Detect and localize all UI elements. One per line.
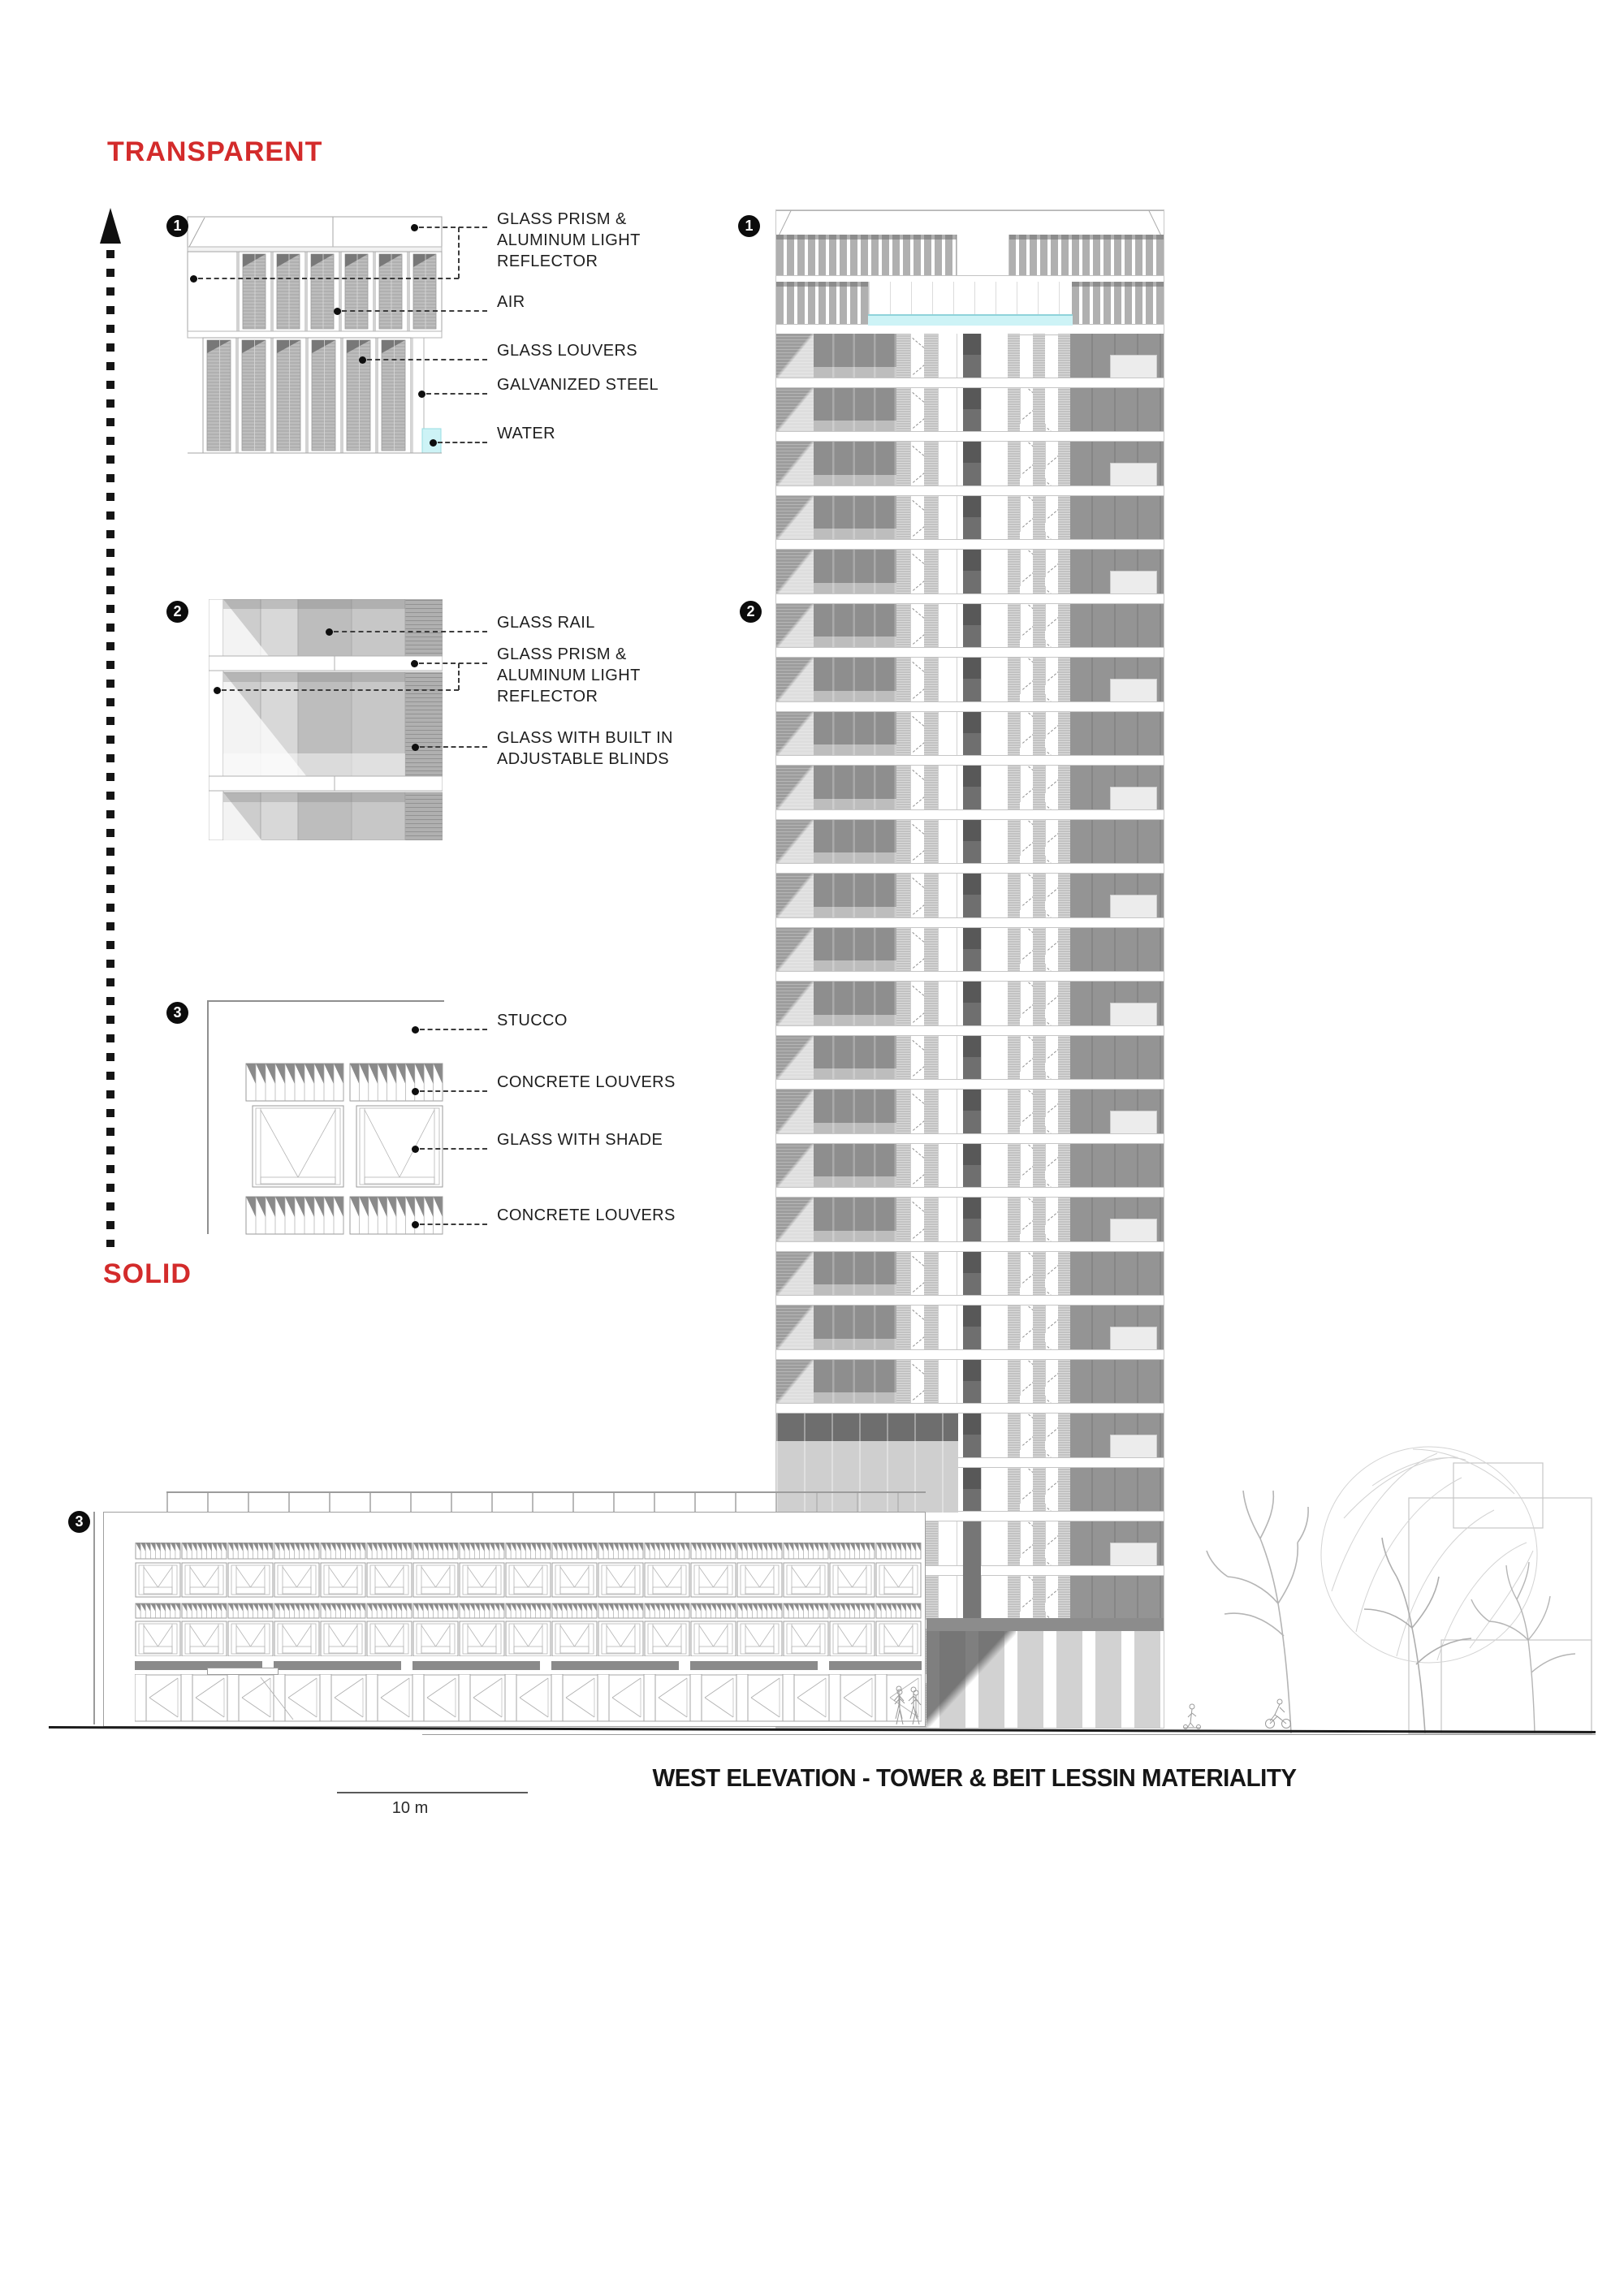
sheet-title: WEST ELEVATION - TOWER & BEIT LESSIN MATERIALITY — [652, 1763, 1297, 1792]
leader-dot — [412, 744, 419, 751]
tower-floor — [776, 334, 1164, 388]
leader-dot — [430, 439, 437, 447]
tower-floor — [776, 1360, 1164, 1414]
detail-drawing-2-glass-balcony-facade — [209, 599, 443, 844]
tower-floor — [776, 928, 1164, 982]
detail-badge-2: 2 — [166, 601, 188, 623]
leader-dot — [412, 1146, 419, 1153]
tower-glass-louvers-row — [1072, 282, 1164, 325]
tower-floor — [776, 766, 1164, 820]
leader-dot — [359, 356, 366, 364]
material-label: GLASS WITH SHADE — [497, 1131, 663, 1149]
leader-dot — [214, 687, 221, 694]
beit-lessin-elevation — [93, 1490, 926, 1728]
leader-dot — [411, 224, 418, 231]
tower-water-line — [868, 314, 1073, 326]
material-label: GALVANIZED STEEL — [497, 376, 659, 394]
tower-floor — [776, 874, 1164, 928]
transparency-axis-bottom-label: SOLID — [103, 1258, 192, 1289]
transparency-axis-dashed-line — [106, 250, 114, 1247]
tower-parapet — [776, 210, 1164, 236]
detail-badge-1: 1 — [166, 215, 188, 237]
material-label: GLASS WITH BUILT IN ADJUSTABLE BLINDS — [497, 729, 673, 768]
leader-line — [367, 359, 487, 360]
tower-floor — [776, 1036, 1164, 1090]
leader-line — [458, 663, 460, 690]
leader-dot — [326, 628, 333, 636]
transparency-axis-arrow-icon — [100, 208, 121, 244]
leader-line — [419, 227, 487, 228]
leader-line — [420, 1224, 487, 1225]
material-label: CONCRETE LOUVERS — [497, 1206, 676, 1224]
tower-floor — [776, 442, 1164, 496]
material-label: GLASS RAIL — [497, 614, 595, 632]
leader-dot — [334, 308, 341, 315]
leader-dot — [418, 391, 425, 398]
leader-line — [420, 1090, 487, 1092]
tower-floor — [776, 1090, 1164, 1144]
tower-core-gap — [957, 235, 1009, 275]
detail-badge-3: 3 — [68, 1511, 90, 1533]
tower-floor — [776, 550, 1164, 604]
leader-dot — [412, 1026, 419, 1034]
scale-bar — [337, 1792, 528, 1793]
leader-line — [426, 393, 487, 395]
tower-podium-band — [926, 1618, 1164, 1631]
leader-line — [420, 1148, 487, 1150]
leader-dot — [412, 1088, 419, 1095]
facade-modules — [135, 1543, 922, 1660]
leader-line — [198, 278, 459, 279]
leader-dot — [412, 1221, 419, 1228]
tower-floor — [776, 712, 1164, 766]
tower-floor — [776, 1144, 1164, 1198]
tower-floor — [776, 1306, 1164, 1360]
leader-line — [458, 227, 460, 278]
leader-dot — [190, 275, 197, 283]
leader-dot — [411, 660, 418, 667]
pedestrian-figures — [885, 1685, 934, 1732]
material-label: GLASS PRISM & ALUMINUM LIGHT REFLECTOR — [497, 645, 641, 706]
leader-line — [438, 442, 487, 443]
leader-line — [222, 689, 459, 691]
detail-badge-1: 1 — [738, 215, 760, 237]
entrance-canopy — [207, 1668, 279, 1675]
tower-floor — [776, 982, 1164, 1036]
material-label: STUCCO — [497, 1012, 568, 1029]
tower-podium-shadow — [926, 1631, 1016, 1728]
tower-floor — [776, 820, 1164, 874]
detail-badge-2: 2 — [740, 601, 762, 623]
material-label: AIR — [497, 293, 525, 311]
leader-line — [419, 662, 487, 664]
tower-glass-louvers-row — [776, 282, 868, 325]
trees-and-context — [1169, 1372, 1624, 1739]
leader-line — [342, 310, 487, 312]
leader-line — [420, 746, 487, 748]
building-left-edge — [93, 1512, 105, 1724]
material-label: CONCRETE LOUVERS — [497, 1073, 676, 1091]
detail-drawing-3-concrete-louver-facade — [205, 999, 444, 1240]
detail-badge-3: 3 — [166, 1002, 188, 1024]
roof-canopy — [166, 1491, 926, 1513]
tower-floor — [776, 388, 1164, 442]
tower-floor — [776, 658, 1164, 712]
tower-floor — [776, 496, 1164, 550]
detail-drawing-1-glass-louver-facade — [187, 216, 443, 459]
tower-floor — [776, 604, 1164, 658]
material-label: WATER — [497, 425, 555, 442]
tower-floor — [776, 1252, 1164, 1306]
ground-floor-colonnade — [135, 1674, 922, 1728]
leader-line — [420, 1029, 487, 1030]
material-label: GLASS LOUVERS — [497, 342, 638, 360]
material-label: GLASS PRISM & ALUMINUM LIGHT REFLECTOR — [497, 210, 641, 270]
leader-line — [334, 631, 487, 632]
tower-floor — [776, 1198, 1164, 1252]
ground-line-secondary — [422, 1734, 1596, 1735]
scale-bar-label: 10 m — [391, 1799, 429, 1817]
transparency-axis-top-label: TRANSPARENT — [107, 136, 323, 167]
